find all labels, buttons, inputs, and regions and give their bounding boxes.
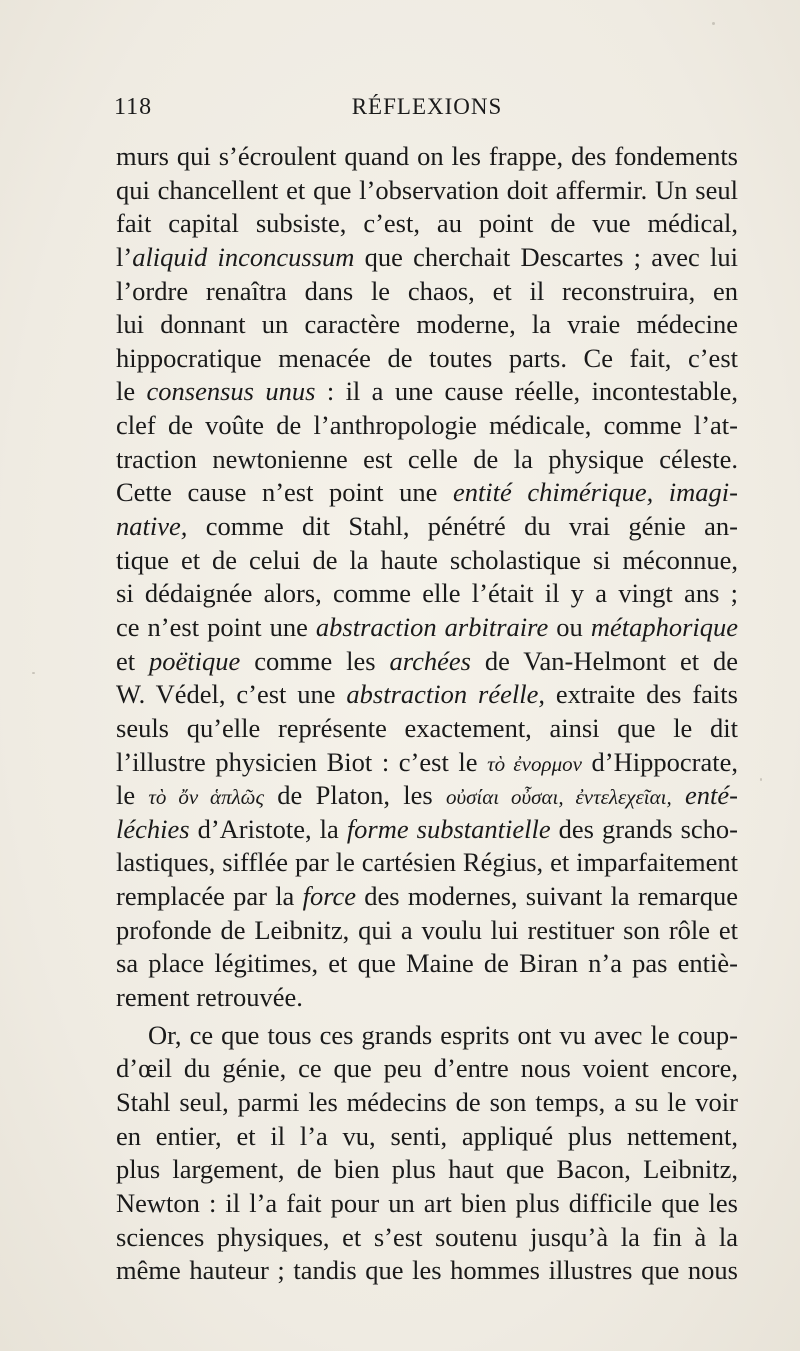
text-line: [116, 746, 738, 780]
text-segment: ce n’est point une: [116, 611, 316, 642]
italic-phrase: native,: [116, 511, 188, 542]
text-segment: si dédaignée alors, comme elle l’était il y a vingt ans ;: [116, 578, 738, 609]
text-line: [116, 914, 738, 948]
text-segment: en entier, et il l’a vu, senti, appliqué plus nettement,: [116, 1120, 738, 1151]
text-line: [116, 779, 738, 813]
text-segment: profonde de Leibnitz, qui a voulu lui restituer son rôle et: [116, 914, 738, 945]
text-line: [116, 409, 738, 443]
text-segment: l’ordre renaîtra dans le chaos, et il reconstruira, en: [116, 275, 738, 306]
text-line: [116, 140, 738, 174]
italic-phrase: métaphorique: [590, 611, 739, 642]
text-segment: Stahl seul, parmi les médecins de son temps, a su le voir: [116, 1086, 738, 1117]
text-line: [116, 275, 738, 309]
text-segment: de Van-Helmont et de: [470, 645, 739, 676]
text-segment: sa place légitimes, et que Maine de Biran n’a pas entiè-: [116, 948, 738, 979]
text-segment: et: [116, 645, 150, 676]
text-segment: seuls qu’elle représente exactement, ainsi que le dit: [116, 712, 738, 743]
text-segment: le: [116, 780, 149, 811]
text-segment: traction newtonienne est celle de la physique céleste.: [116, 443, 738, 474]
text-segment: lui donnant un caractère moderne, la vraie médecine: [116, 309, 738, 340]
text-segment: comme dit Stahl, pénétré du vrai génie an-: [187, 511, 738, 542]
text-segment: l’: [116, 241, 133, 272]
paper-speck: [32, 672, 35, 674]
text-line: [116, 1153, 738, 1187]
text-segment: d’œil du génie, ce que peu d’entre nous voient encore,: [116, 1053, 738, 1084]
text-line: [116, 207, 738, 241]
text-line: [116, 1221, 738, 1255]
text-segment: comme les: [240, 645, 390, 676]
text-line: [116, 510, 738, 544]
greek-phrase: τὸ ἐνορμον: [487, 751, 582, 776]
italic-phrase: aliquid inconcussum: [132, 241, 355, 272]
text-segment: qui chancellent et que l’observation doit affermir. Un seul: [116, 174, 738, 205]
text-line: [116, 342, 738, 376]
text-segment: d’Hippocrate,: [581, 746, 738, 777]
text-segment: Newton : il l’a fait pour un art bien plus difficile que les: [116, 1187, 738, 1218]
text-segment: lastiques, sifflée par le cartésien Régius, et imparfaitement: [116, 847, 738, 878]
text-line: [116, 1019, 738, 1053]
text-segment: fait capital subsiste, c’est, au point de vue médical,: [116, 208, 738, 239]
text-segment: murs qui s’écroulent quand on les frappe, des fondements: [116, 141, 738, 171]
text-line: [116, 174, 738, 208]
text-segment: extraite des faits: [544, 679, 738, 710]
text-line: [116, 375, 738, 409]
italic-phrase: abstraction arbitraire: [315, 611, 549, 642]
text-line: [116, 1187, 738, 1221]
body-text: [116, 140, 738, 1288]
text-line: [116, 241, 738, 275]
text-line: [116, 1120, 738, 1154]
text-segment: remplacée par la: [116, 881, 303, 912]
text-segment: Or, ce que tous ces grands esprits ont vu avec le coup-: [148, 1019, 738, 1050]
text-segment: : il a une cause réelle, incontestable,: [315, 376, 739, 407]
greek-phrase: οὐσίαι οὖσαι, ἐντελεχεῖαι,: [445, 785, 672, 810]
text-segment: des modernes, suivant la remarque: [356, 881, 738, 912]
italic-phrase: léchies: [116, 813, 190, 844]
page-number: 118: [114, 94, 153, 120]
text-segment: des grands scho-: [550, 813, 739, 844]
italic-phrase: forme substantielle: [346, 813, 551, 844]
text-line: [116, 712, 738, 746]
text-line: [116, 308, 738, 342]
italic-phrase: enté-: [671, 780, 738, 811]
text-line: [116, 577, 738, 611]
text-line: [116, 611, 738, 645]
text-segment: l’illustre physicien Biot : c’est le: [116, 746, 488, 777]
text-segment: même hauteur ; tandis que les hommes illustres que nous: [116, 1255, 738, 1286]
text-line: [116, 645, 738, 679]
text-segment: que cherchait Descartes ; avec lui: [354, 241, 738, 272]
paper-speck: [760, 778, 762, 781]
italic-phrase: archées: [389, 645, 471, 676]
italic-phrase: abstraction réelle,: [346, 679, 545, 710]
text-line: [116, 981, 738, 1015]
text-line: [116, 544, 738, 578]
text-line: [116, 947, 738, 981]
italic-phrase: force: [302, 881, 357, 912]
running-title: RÉFLEXIONS: [351, 94, 503, 119]
text-segment: tique et de celui de la haute scholastique si méconnue,: [116, 544, 738, 575]
text-segment: d’Aristote, la: [189, 813, 347, 844]
text-line: [116, 443, 738, 477]
greek-phrase: τὸ ὄν ἁπλῶς: [148, 785, 265, 810]
text-line: [116, 813, 738, 847]
text-segment: W. Védel, c’est une: [116, 679, 347, 710]
text-segment: hippocratique menacée de toutes parts. Ce fait, c’est: [116, 342, 738, 373]
text-segment: de Platon, les: [264, 780, 446, 811]
italic-phrase: poëtique: [149, 645, 241, 676]
text-segment: clef de voûte de l’anthropologie médicale, comme l’at-: [116, 410, 738, 441]
text-line: [116, 1254, 738, 1288]
page-header: [114, 94, 740, 126]
text-segment: sciences physiques, et s’est soutenu jusqu’à la fin à la: [116, 1221, 738, 1252]
text-line: [116, 678, 738, 712]
text-line: [116, 880, 738, 914]
text-segment: le: [116, 376, 147, 407]
text-segment: plus largement, de bien plus haut que Bacon, Leibnitz,: [116, 1154, 738, 1185]
text-line: [116, 476, 738, 510]
text-line: [116, 846, 738, 880]
text-line: [116, 1052, 738, 1086]
italic-phrase: consensus unus: [146, 376, 316, 407]
text-segment: Cette cause n’est point une: [116, 477, 453, 508]
text-segment: ou: [548, 611, 591, 642]
text-line: [116, 1086, 738, 1120]
italic-phrase: entité chimérique, imagi-: [452, 477, 738, 508]
paper-speck: [712, 22, 715, 25]
text-segment: rement retrouvée.: [116, 982, 303, 1013]
